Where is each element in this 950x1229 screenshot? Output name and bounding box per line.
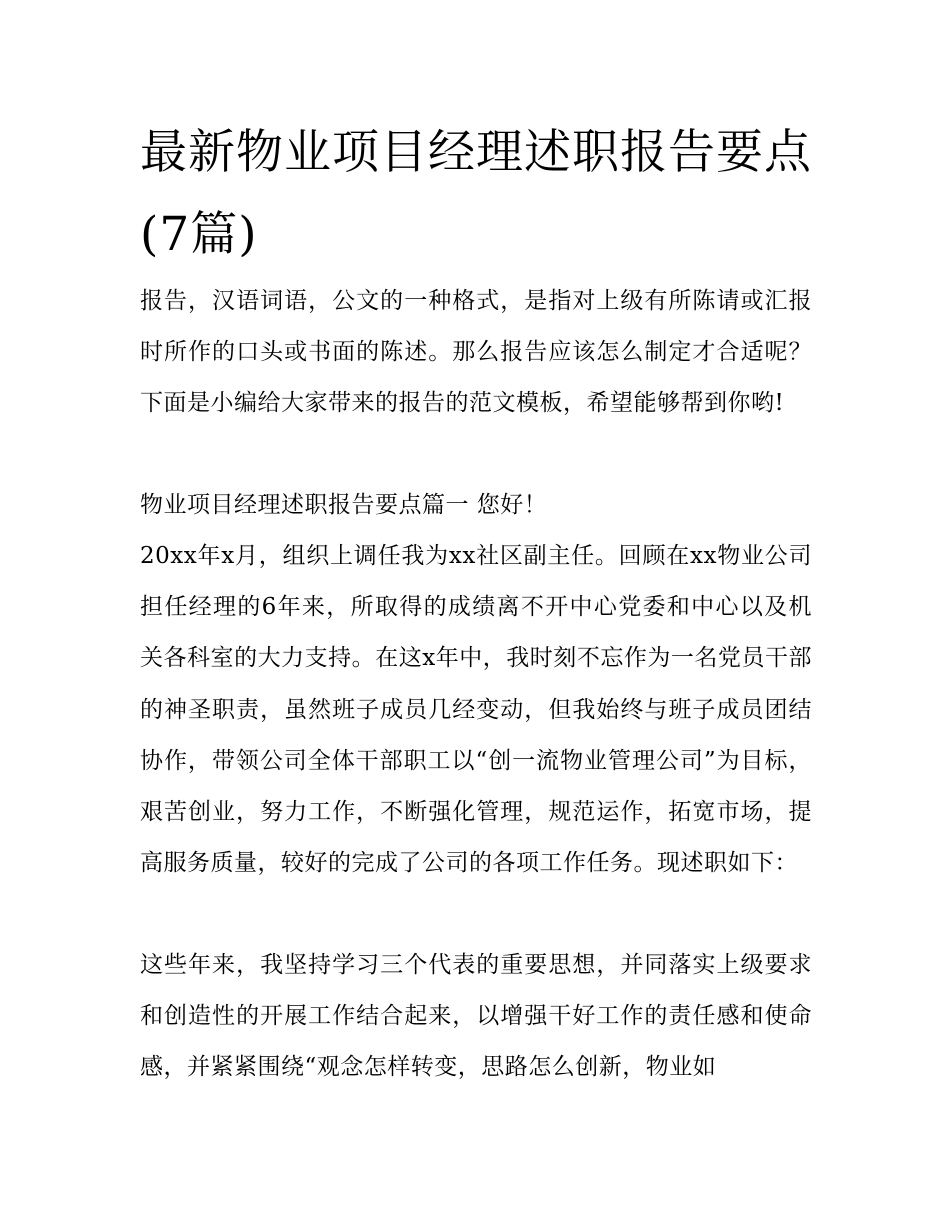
paragraph-intro: 报告，汉语词语，公文的一种格式，是指对上级有所陈请或汇报时所作的口头或书面的陈述。那么报告应该怎么制定才合适呢？下面是小编给大家带来的报告的范文模板，希望能够帮到你哟!	[140, 288, 812, 417]
paragraph-body-1: 20xx年x月，组织上调任我为xx社区副主任。回顾在xx物业公司担任经理的6年来，所取得的成绩离不开中心党委和中心以及机关各科室的大力支持。在这x年中，我时刻不忘作为一名党员干部的神圣职责，虽然班子成员几经变动，但我始终与班子成员团结协作，带领公司全体干部职工以“创一流物业管理公司”为目标，艰苦创业，努力工作，不断强化管理，规范运作，拓宽市场，提高服务质量，较好的完成了公司的各项工作任务。现述职如下：	[140, 543, 812, 877]
document-title: 最新物业项目经理述职报告要点(7篇)	[140, 125, 812, 262]
paragraph-section-heading: 物业项目经理述职报告要点篇一 您好！	[140, 492, 548, 518]
paragraph-body-2: 这些年来，我坚持学习三个代表的重要思想，并同落实上级要求和创造性的开展工作结合起来，以增强干好工作的责任感和使命感，并紧紧围绕“观念怎样转变，思路怎么创新，物业如	[140, 952, 812, 1081]
